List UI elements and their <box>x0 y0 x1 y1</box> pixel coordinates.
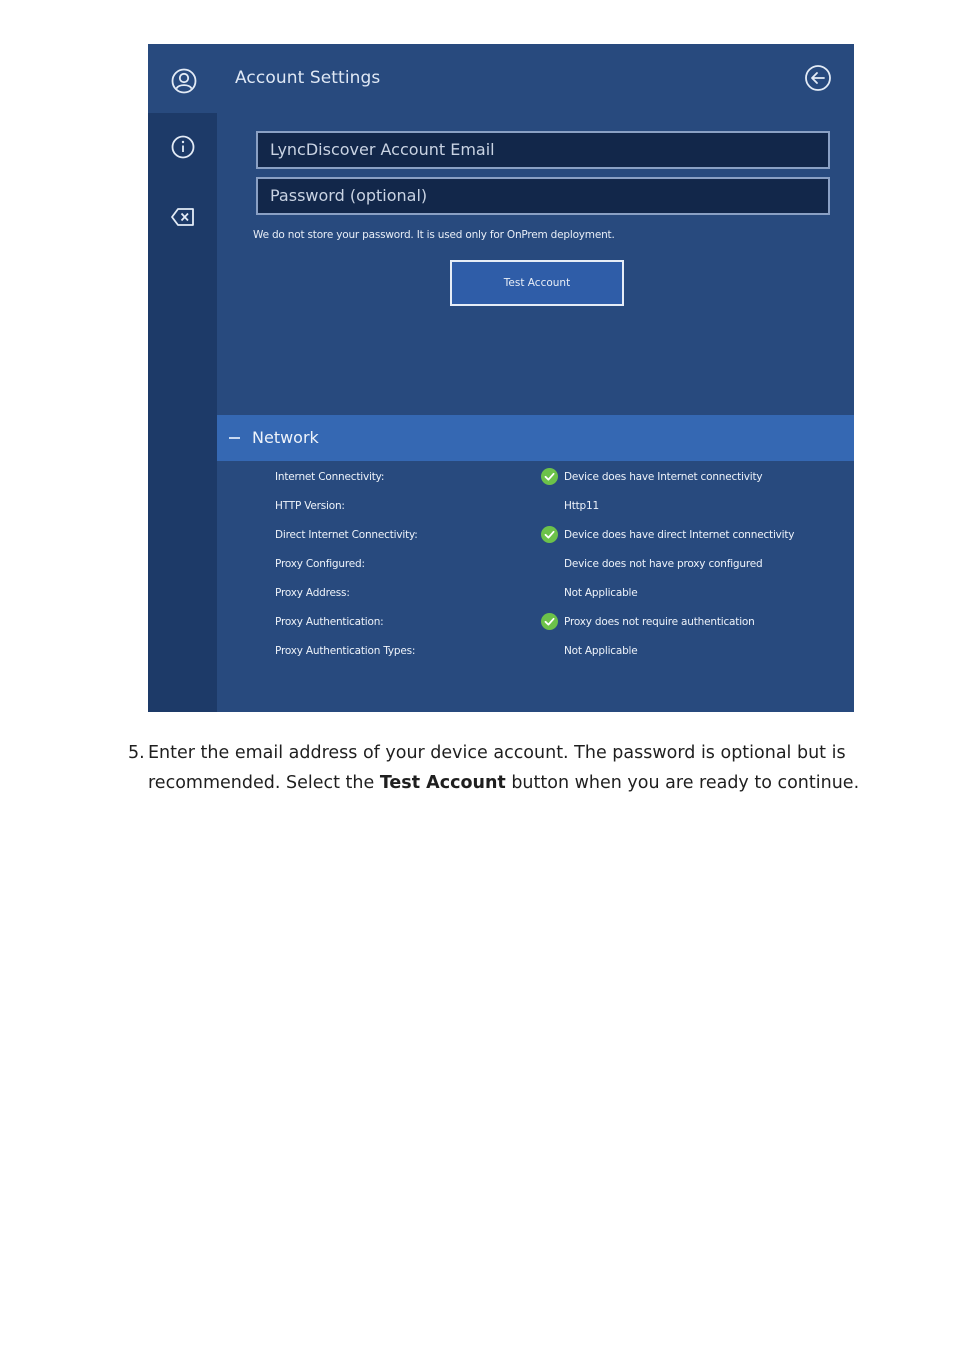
check-circle-icon <box>541 468 558 485</box>
network-row-label: Proxy Authentication Types: <box>275 645 416 657</box>
backspace-icon[interactable] <box>169 203 197 231</box>
email-placeholder: LyncDiscover Account Email <box>270 140 495 159</box>
password-field[interactable] <box>256 177 830 215</box>
network-row-value: Device does have Internet connectivity <box>564 471 763 483</box>
header-bar <box>148 44 854 113</box>
check-circle-icon <box>541 526 558 543</box>
caption-line-1: Enter the email address of your device account. The password is optional but is <box>148 743 846 763</box>
network-row-value: Device does have direct Internet connectivity <box>564 529 795 541</box>
page-title: Account Settings <box>235 68 381 88</box>
network-title: Network <box>252 428 319 447</box>
network-row-value: Http11 <box>564 500 599 512</box>
network-row-value: Not Applicable <box>564 645 638 657</box>
network-row-label: HTTP Version: <box>275 500 345 512</box>
collapse-icon[interactable] <box>229 437 240 439</box>
sidebar <box>148 113 217 712</box>
back-arrow-icon[interactable] <box>804 64 832 92</box>
network-row-label: Proxy Configured: <box>275 558 365 570</box>
test-account-button[interactable]: Test Account <box>450 260 624 306</box>
test-account-emphasis: Test Account <box>379 773 506 793</box>
info-icon[interactable] <box>169 133 197 161</box>
network-row-value: Device does not have proxy configured <box>564 558 763 570</box>
network-row-value: Not Applicable <box>564 587 638 599</box>
network-row-value: Proxy does not require authentication <box>564 616 755 628</box>
step-number: 5. <box>128 743 145 763</box>
network-row-label: Direct Internet Connectivity: <box>275 529 418 541</box>
account-circle-icon[interactable] <box>170 67 198 95</box>
network-row-label: Internet Connectivity: <box>275 471 385 483</box>
password-placeholder: Password (optional) <box>270 186 428 205</box>
password-note: We do not store your password. It is used only for OnPrem deployment. <box>253 229 615 241</box>
caption-line-2-post: button when you are ready to continue. <box>505 773 860 793</box>
network-row-label: Proxy Authentication: <box>275 616 384 628</box>
email-field[interactable] <box>256 131 830 169</box>
account-settings-panel <box>148 44 854 712</box>
network-section-header[interactable] <box>217 415 854 461</box>
caption-line-2-pre: recommended. Select the <box>148 773 380 793</box>
network-row-label: Proxy Address: <box>275 587 350 599</box>
check-circle-icon <box>541 613 558 630</box>
caption-line-2 <box>148 768 859 798</box>
